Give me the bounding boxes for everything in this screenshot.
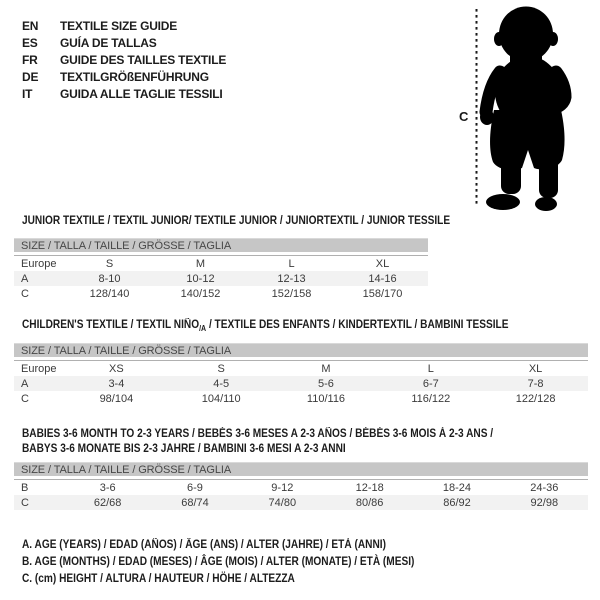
- table-row-age: [14, 271, 428, 286]
- table-cell: XS: [109, 362, 124, 375]
- table-cell: M: [321, 362, 331, 375]
- language-row-fr: [22, 52, 226, 69]
- table-cell: L: [427, 362, 434, 375]
- table-row-europe: [14, 361, 588, 376]
- table-cell: 12-13: [277, 272, 306, 285]
- table-cell: 24-36: [530, 481, 559, 494]
- children-table-title: [22, 318, 508, 333]
- children-title-pre: CHILDREN'S TEXTILE / TEXTIL NIÑO: [22, 319, 200, 331]
- language-code: ES: [22, 36, 38, 50]
- table-cell: 6-7: [422, 377, 439, 390]
- language-label: GUIDE DES TAILLES TEXTILE: [60, 53, 227, 67]
- table-cell: 68/74: [181, 496, 209, 509]
- language-label: TEXTILGRÖßENFÜHRUNG: [60, 70, 209, 84]
- table-cell: 6-9: [187, 481, 203, 494]
- row-label: A: [21, 377, 29, 390]
- babies-table: [14, 462, 588, 510]
- measure-label-c: C: [459, 109, 469, 124]
- babies-table-rows: [14, 479, 588, 510]
- table-cell: 62/68: [93, 496, 122, 509]
- table-cell: 12-18: [355, 481, 384, 494]
- table-row-months: [14, 480, 588, 495]
- language-label: GUÍA DE TALLAS: [60, 36, 157, 50]
- table-cell: 140/152: [180, 287, 221, 300]
- baby-silhouette-icon: [480, 7, 565, 212]
- table-cell: 86/92: [443, 496, 471, 509]
- size-header-bar: SIZE / TALLA / TAILLE / GRÖSSE / TAGLIA: [14, 462, 588, 476]
- table-cell: 158/170: [362, 287, 403, 300]
- language-code: IT: [22, 87, 33, 101]
- row-label: C: [21, 392, 29, 405]
- baby-height-figure: [440, 0, 600, 215]
- measure-legend: [22, 537, 414, 588]
- table-cell: 104/110: [201, 392, 241, 405]
- row-label: B: [21, 481, 29, 494]
- table-cell: 10-12: [186, 272, 215, 285]
- table-cell: 3-4: [108, 377, 125, 390]
- table-cell: 110/116: [306, 392, 346, 405]
- table-cell: 74/80: [268, 496, 297, 509]
- language-code: DE: [22, 70, 39, 84]
- language-list: [22, 18, 226, 103]
- junior-table-rows: [14, 255, 428, 301]
- junior-table-title: JUNIOR TEXTILE / TEXTIL JUNIOR/ TEXTILE JUNIOR / JUNIORTEXTIL / JUNIOR TESSILE: [22, 215, 451, 227]
- children-table-rows: [14, 360, 588, 406]
- language-code: EN: [22, 19, 39, 33]
- legend-line-a: A. AGE (YEARS) / EDAD (AÑOS) / ÂGE (ANS) / ALTER (JAHRE) / ETÀ (ANNI): [22, 539, 386, 551]
- row-label: C: [21, 496, 29, 509]
- table-cell: 9-12: [271, 481, 294, 494]
- table-row-height: [14, 391, 588, 406]
- table-cell: 7-8: [527, 377, 544, 390]
- table-cell: 92/98: [530, 496, 559, 509]
- table-cell: 5-6: [318, 377, 334, 390]
- row-label: A: [21, 272, 29, 285]
- legend-line-b: B. AGE (MONTHS) / EDAD (MESES) / ÂGE (MOIS) / ALTER (MONATE) / ETÀ (MESI): [22, 556, 415, 568]
- table-row-age: [14, 376, 588, 391]
- size-header-bar: SIZE / TALLA / TAILLE / GRÖSSE / TAGLIA: [14, 238, 428, 252]
- table-cell: L: [288, 257, 295, 270]
- table-row-europe: [14, 256, 428, 271]
- table-cell: 14-16: [368, 272, 397, 285]
- babies-title-line2: BABYS 3-6 MONATE BIS 2-3 JAHRE / BAMBINI 3-6 MESI A 2-3 ANNI: [22, 443, 346, 455]
- table-cell: 3-6: [99, 481, 116, 494]
- language-label: GUIDA ALLE TAGLIE TESSILI: [60, 87, 223, 101]
- table-cell: M: [195, 257, 206, 270]
- babies-title-line1: BABIES 3-6 MONTH TO 2-3 YEARS / BEBÉS 3-6 MESES A 2-3 AÑOS / BÉBÉS 3-6 MOIS À 2-3 ANS /: [22, 428, 494, 440]
- language-code: FR: [22, 53, 38, 67]
- language-row-en: [22, 18, 226, 35]
- table-cell: 128/140: [89, 287, 130, 300]
- children-table: [14, 343, 588, 406]
- junior-table: [14, 238, 428, 301]
- language-row-es: [22, 35, 226, 52]
- babies-table-title: [22, 427, 493, 457]
- table-cell: S: [105, 257, 114, 270]
- table-row-height: [14, 495, 588, 510]
- table-cell: 4-5: [213, 377, 230, 390]
- table-cell: 8-10: [98, 272, 121, 285]
- table-cell: 18-24: [442, 481, 472, 494]
- table-cell: 122/128: [515, 392, 556, 405]
- table-cell: XL: [528, 362, 543, 375]
- table-cell: 116/122: [411, 392, 451, 405]
- table-cell: XL: [375, 257, 390, 270]
- children-title-sub: /A: [199, 323, 207, 333]
- row-label: C: [21, 287, 29, 300]
- table-row-height: [14, 286, 428, 301]
- legend-line-c: C. (cm) HEIGHT / ALTURA / HAUTEUR / HÖHE / ALTEZZA: [22, 573, 295, 585]
- size-header-bar: SIZE / TALLA / TAILLE / GRÖSSE / TAGLIA: [14, 343, 588, 357]
- language-label: TEXTILE SIZE GUIDE: [60, 19, 178, 33]
- language-row-de: [22, 69, 226, 86]
- row-label: Europe: [21, 362, 57, 375]
- children-title-post: / TEXTILE DES ENFANTS / KINDERTEXTIL / BAMBINI TESSILE: [206, 319, 509, 331]
- row-label: Europe: [21, 257, 57, 270]
- language-row-it: [22, 86, 226, 103]
- table-cell: 98/104: [99, 392, 134, 405]
- table-cell: S: [217, 362, 225, 375]
- table-cell: 152/158: [271, 287, 312, 300]
- table-cell: 80/86: [355, 496, 384, 509]
